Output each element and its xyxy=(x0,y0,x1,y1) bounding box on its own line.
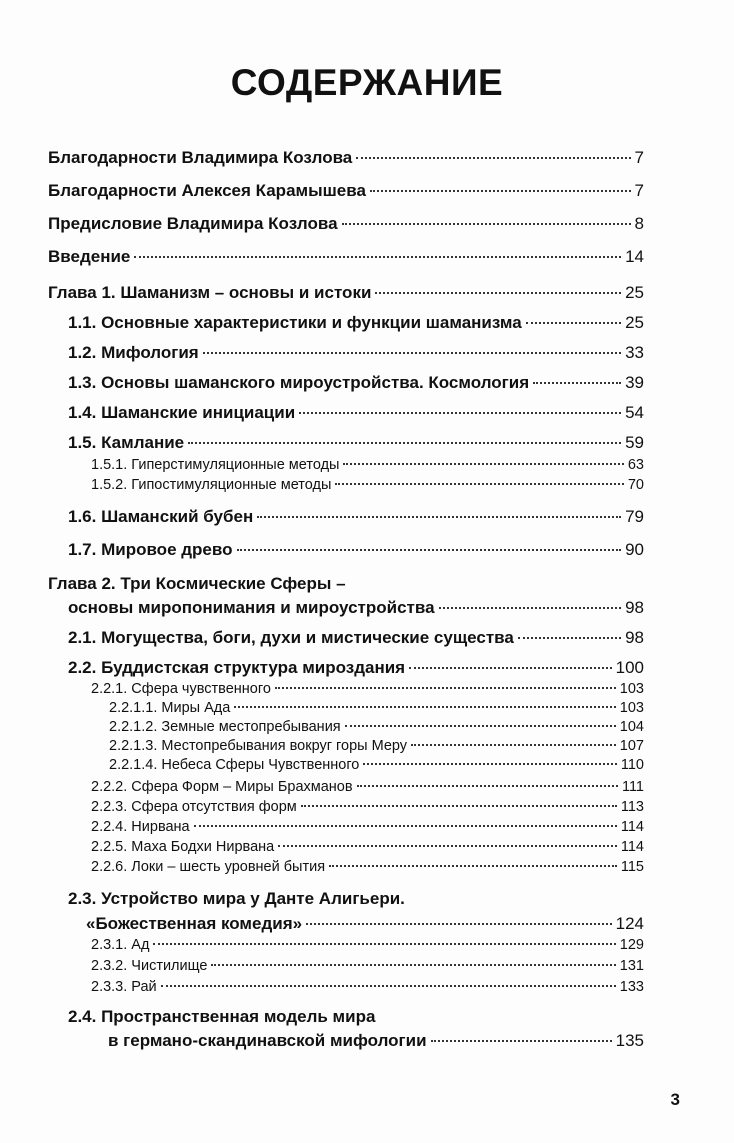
toc-entry-title-line2: в германо-скандинавской мифологии xyxy=(108,1031,427,1050)
toc-entry xyxy=(48,403,644,423)
toc-entry-title: Глава 1. Шаманизм – основы и истоки xyxy=(48,283,372,302)
dot-leader xyxy=(188,442,621,444)
toc-entry-title: Предисловие Владимира Козлова xyxy=(48,214,338,233)
toc-entry-page: 110 xyxy=(620,757,644,773)
toc-entry xyxy=(48,681,644,697)
toc-entry-title: 2.2.1.3. Местопребывания вокруг горы Меру xyxy=(109,738,408,754)
toc-entry-title: 1.5.1. Гиперстимуляционные методы xyxy=(91,457,340,473)
toc-entry-title: 2.2.1.2. Земные местопребывания xyxy=(109,719,341,735)
toc-entry xyxy=(48,738,644,754)
toc-entry-title: 1.5. Камлание xyxy=(68,433,185,452)
toc-entry xyxy=(48,507,644,527)
dot-leader xyxy=(342,223,631,225)
toc-entry-title-line2: «Божественная комедия» xyxy=(86,914,303,933)
dot-leader xyxy=(533,382,621,384)
toc-entry xyxy=(48,859,644,875)
dot-leader xyxy=(356,157,630,159)
toc-entry xyxy=(48,889,644,934)
dot-leader xyxy=(370,190,631,192)
page-number: 3 xyxy=(670,1090,680,1109)
dot-leader xyxy=(211,964,615,966)
table-of-contents xyxy=(48,140,644,1051)
toc-entry-title: 2.2.5. Маха Бодхи Нирвана xyxy=(91,839,275,855)
dot-leader xyxy=(134,256,621,258)
toc-entry xyxy=(48,181,644,201)
toc-entry-title: Благодарности Владимира Козлова xyxy=(48,148,353,167)
toc-entry-page: 8 xyxy=(634,214,644,233)
toc-entry-title-line2: основы миропонимания и мироустройства xyxy=(68,598,435,617)
toc-entry xyxy=(48,343,644,363)
toc-entry-title: 2.2.1.1. Миры Ада xyxy=(109,700,231,716)
dot-leader xyxy=(257,516,621,518)
dot-leader xyxy=(363,763,617,765)
toc-entry-page: 33 xyxy=(625,343,644,362)
dot-leader xyxy=(411,744,616,746)
toc-entry xyxy=(48,313,644,333)
toc-entry-page: 129 xyxy=(619,937,644,953)
dot-leader xyxy=(203,352,621,354)
toc-entry xyxy=(48,477,644,493)
toc-entry-title: 2.3.1. Ад xyxy=(91,937,150,953)
dot-leader xyxy=(431,1040,612,1042)
toc-entry xyxy=(48,148,644,168)
toc-entry-title: 2.2.1. Сфера чувственного xyxy=(91,681,271,697)
page-title: СОДЕРЖАНИЕ xyxy=(230,62,504,103)
toc-entry xyxy=(48,433,644,453)
toc-entry-title: 1.5.2. Гипостимуляционные методы xyxy=(91,477,332,493)
dot-leader xyxy=(343,463,623,465)
toc-entry-page: 114 xyxy=(620,839,644,855)
toc-entry xyxy=(48,457,644,473)
toc-entry-page: 90 xyxy=(625,540,644,559)
toc-entry-title: 2.2.2. Сфера Форм – Миры Брахманов xyxy=(91,779,353,795)
toc-entry-title: 2.4. Пространственная модель мира xyxy=(68,1007,376,1026)
dot-leader xyxy=(375,292,621,294)
toc-entry-page: 63 xyxy=(627,457,644,473)
toc-entry-page: 133 xyxy=(619,979,644,995)
toc-entry-title: Введение xyxy=(48,247,131,266)
dot-leader xyxy=(329,865,617,867)
dot-leader xyxy=(194,825,617,827)
toc-entry-title: Глава 2. Три Космические Сферы – xyxy=(48,574,346,593)
toc-entry xyxy=(48,574,644,618)
toc-entry-page: 124 xyxy=(615,914,644,933)
toc-entry-page: 135 xyxy=(615,1031,644,1050)
toc-entry xyxy=(48,779,644,795)
dot-leader xyxy=(161,985,616,987)
toc-entry xyxy=(48,799,644,815)
toc-entry xyxy=(48,283,644,303)
dot-leader xyxy=(306,923,612,925)
toc-entry-title: 2.2.3. Сфера отсутствия форм xyxy=(91,799,297,815)
toc-entry xyxy=(48,247,644,267)
dot-leader xyxy=(345,725,616,727)
dot-leader xyxy=(278,845,617,847)
toc-entry-title: 2.3.2. Чистилище xyxy=(91,958,208,974)
toc-entry-page: 104 xyxy=(619,719,644,735)
dot-leader xyxy=(518,637,621,639)
dot-leader xyxy=(357,785,618,787)
dot-leader xyxy=(301,805,617,807)
toc-entry-page: 59 xyxy=(625,433,644,452)
toc-entry-title: 2.2.6. Локи – шесть уровней бытия xyxy=(91,859,326,875)
toc-entry-title: 1.1. Основные характеристики и функции шаманизма xyxy=(68,313,522,332)
toc-entry xyxy=(48,214,644,234)
toc-entry-page: 103 xyxy=(619,700,644,716)
toc-entry-title: Благодарности Алексея Карамышева xyxy=(48,181,366,200)
toc-entry-page: 54 xyxy=(625,403,644,422)
toc-entry-page: 100 xyxy=(615,658,644,677)
toc-entry-title: 1.6. Шаманский бубен xyxy=(68,507,254,526)
toc-entry-title: 1.3. Основы шаманского мироустройства. Космология xyxy=(68,373,530,392)
toc-entry xyxy=(48,958,644,974)
toc-entry xyxy=(48,719,644,735)
toc-entry-page: 98 xyxy=(625,598,644,617)
toc-entry-page: 115 xyxy=(620,859,644,875)
toc-entry-title: 2.3.3. Рай xyxy=(91,979,157,995)
toc-entry-page: 114 xyxy=(620,819,644,835)
toc-entry-title: 2.2.4. Нирвана xyxy=(91,819,190,835)
toc-entry-title: 1.7. Мировое древо xyxy=(68,540,233,559)
dot-leader xyxy=(234,706,616,708)
toc-entry xyxy=(48,540,644,560)
toc-entry xyxy=(48,1007,644,1051)
toc-entry-title: 2.2.1.4. Небеса Сферы Чувственного xyxy=(109,757,360,773)
toc-entry-page: 113 xyxy=(620,799,644,815)
toc-entry-page: 25 xyxy=(625,313,644,332)
toc-entry-title: 2.2. Буддистская структура мироздания xyxy=(68,658,406,677)
toc-entry xyxy=(48,839,644,855)
toc-entry xyxy=(48,628,644,648)
dot-leader xyxy=(237,549,622,551)
toc-entry-page: 131 xyxy=(619,958,644,974)
toc-entry-title: 2.1. Могущества, боги, духи и мистические существа xyxy=(68,628,514,647)
dot-leader xyxy=(409,667,612,669)
dot-leader xyxy=(335,483,623,485)
toc-entry-page: 25 xyxy=(625,283,644,302)
toc-entry-title: 2.3. Устройство мира у Данте Алигьери. xyxy=(68,889,405,908)
toc-entry-page: 107 xyxy=(619,738,644,754)
toc-entry-page: 39 xyxy=(625,373,644,392)
toc-entry-page: 111 xyxy=(621,779,644,795)
toc-entry xyxy=(48,819,644,835)
toc-entry-page: 98 xyxy=(625,628,644,647)
dot-leader xyxy=(153,943,615,945)
toc-entry-title: 1.4. Шаманские инициации xyxy=(68,403,296,422)
dot-leader xyxy=(439,607,622,609)
toc-entry-page: 79 xyxy=(625,507,644,526)
dot-leader xyxy=(526,322,621,324)
toc-entry-page: 103 xyxy=(619,681,644,697)
toc-entry-title: 1.2. Мифология xyxy=(68,343,199,362)
toc-entry-page: 7 xyxy=(634,148,644,167)
toc-entry xyxy=(48,700,644,716)
toc-entry xyxy=(48,757,644,773)
dot-leader xyxy=(275,687,616,689)
toc-entry-page: 14 xyxy=(625,247,644,266)
toc-entry-page: 7 xyxy=(634,181,644,200)
dot-leader xyxy=(299,412,621,414)
toc-entry xyxy=(48,373,644,393)
toc-entry-page: 70 xyxy=(627,477,644,493)
toc-entry xyxy=(48,658,644,678)
toc-entry xyxy=(48,937,644,953)
toc-entry xyxy=(48,979,644,995)
